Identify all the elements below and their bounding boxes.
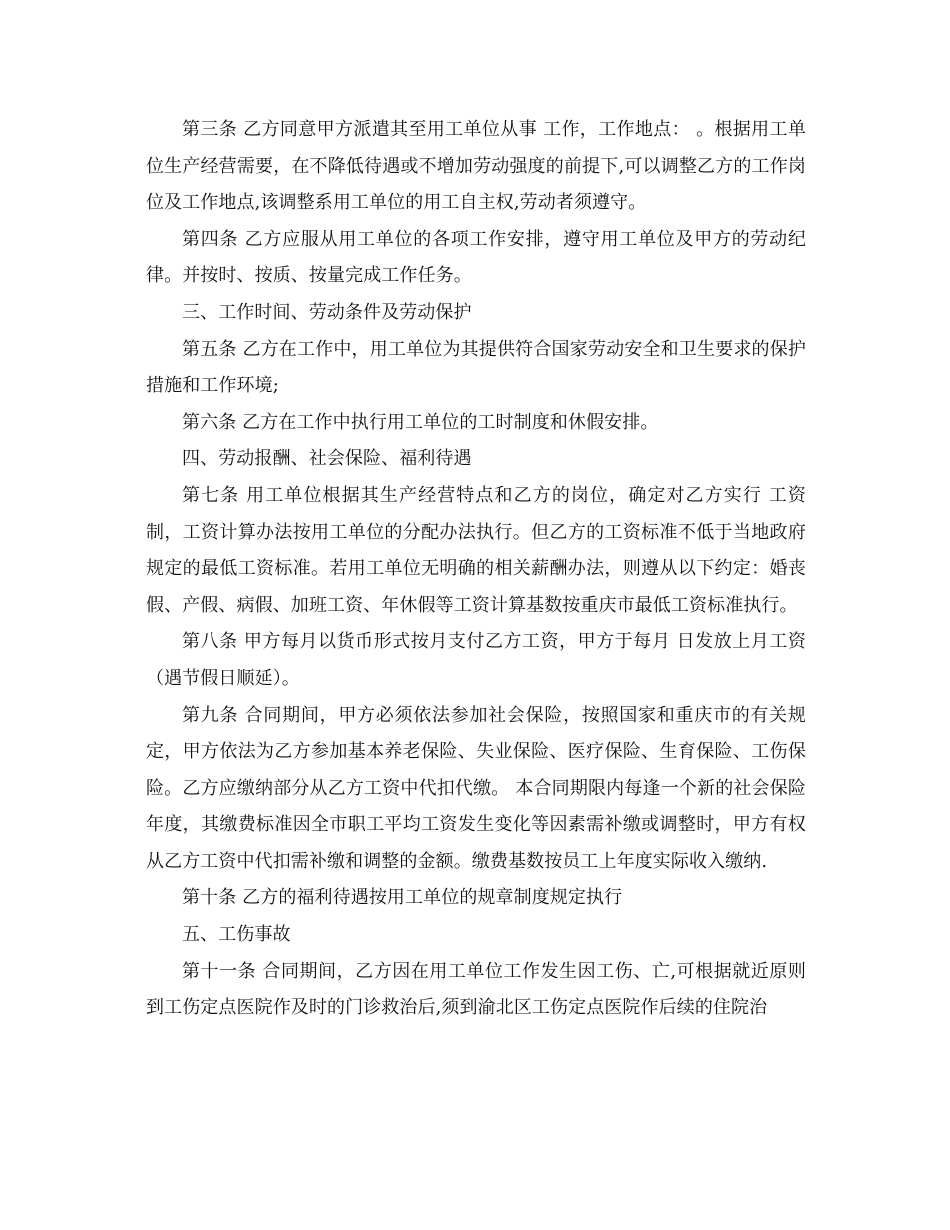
article-6-paragraph: 第六条 乙方在工作中执行用工单位的工时制度和休假安排。: [182, 411, 659, 433]
section-5-heading: 五、工伤事故: [182, 924, 291, 946]
article-7-paragraph: 第七条 用工单位根据其生产经营特点和乙方的岗位，确定对乙方实行 工资制，工资计算办法按用工单位的分配办法执行。但乙方的工资标准不低于当地政府规定的最低工资标准。若用工单位无明确的相关薪酬办法，则遵从以下约定：婚丧假、产假、病假、加班工资、年休假等工资计算基数按重庆市最低工资标准执行。: [146, 484, 806, 616]
section-4-heading: 四、劳动报酬、社会保险、福利待遇: [182, 448, 472, 470]
article-4-paragraph: 第四条 乙方应服从用工单位的各项工作安排，遵守用工单位及甲方的劳动纪律。并按时、按质、按量完成工作任务。: [146, 228, 806, 287]
article-11-paragraph: 第十一条 合同期间，乙方因在用工单位工作发生因工伤、亡,可根据就近原则到工伤定点医院作及时的门诊救治后,须到渝北区工伤定点医院作后续的住院治: [146, 960, 806, 1019]
article-3-paragraph: 第三条 乙方同意甲方派遣其至用工单位从事 工作，工作地点： 。根据用工单位生产经营需要，在不降低待遇或不增加劳动强度的前提下,可以调整乙方的工作岗位及工作地点,该调整系用工单位的用工自主权,劳动者须遵守。: [146, 119, 806, 214]
section-3-heading: 三、工作时间、劳动条件及劳动保护: [182, 301, 472, 323]
document-body: [146, 112, 806, 1027]
article-9-paragraph: 第九条 合同期间，甲方必须依法参加社会保险，按照国家和重庆市的有关规定，甲方依法为乙方参加基本养老保险、失业保险、医疗保险、生育保险、工伤保险。乙方应缴纳部分从乙方工资中代扣代缴。 本合同期限内每逢一个新的社会保险年度，其缴费标准因全市职工平均工资发生变化等因素需补缴或调整时，甲方有权从乙方工资中代扣需补缴和调整的金额。缴费基数按员工上年度实际收入缴纳.: [146, 704, 806, 872]
article-5-paragraph: 第五条 乙方在工作中，用工单位为其提供符合国家劳动安全和卫生要求的保护措施和工作环境;: [146, 338, 806, 397]
article-10-paragraph: 第十条 乙方的福利待遇按用工单位的规章制度规定执行: [182, 887, 623, 909]
article-8-paragraph: 第八条 甲方每月以货币形式按月支付乙方工资，甲方于每月 日发放上月工资（遇节假日顺延）。: [146, 631, 806, 689]
